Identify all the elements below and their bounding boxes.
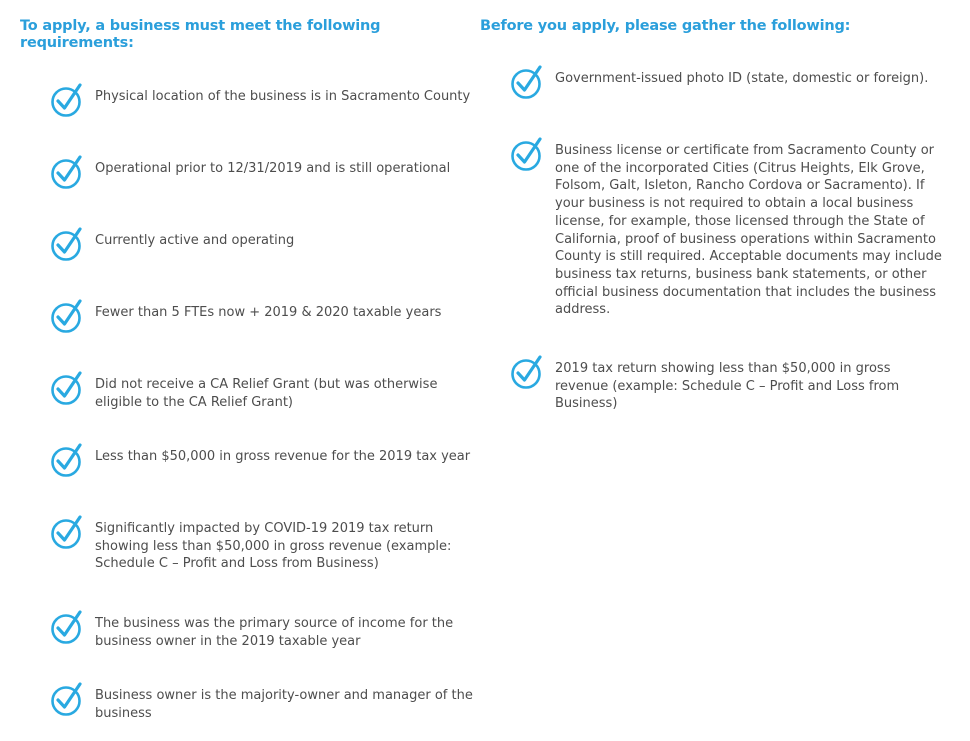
list-item-text: Less than $50,000 in gross revenue for the 2019 tax year [95, 449, 471, 464]
list-item-text: Business owner is the majority-owner and manager of the business [95, 688, 473, 721]
checkmark-circle-icon [50, 370, 86, 406]
list-item-text: Business license or certificate from Sacramento County or one of the incorporated Cities (Citrus Heights, Elk Grove, Folsom, Galt, Isleton, Rancho Cordova or Sacramento). If your business is not required to obtain a local business license, for example, those licensed through the State of California, proof of business operations within Sacramento County is still required. Acceptable documents may include business tax returns, business bank statements, or other official business documentation that includes the business address. [555, 143, 942, 318]
list-item-text: Significantly impacted by COVID-19 2019 tax return showing less than $50,000 in gross revenue (example: Schedule C – Profit and Loss from Business) [95, 521, 452, 572]
checkmark-circle-icon [50, 82, 86, 118]
list-item-text: Government-issued photo ID (state, domestic or foreign). [555, 71, 929, 86]
list-item-text: Fewer than 5 FTEs now + 2019 & 2020 taxable years [95, 305, 442, 320]
list-item-text: 2019 tax return showing less than $50,000 in gross revenue (example: Schedule C – Profit and Loss from Business) [555, 361, 900, 412]
gather-heading: Before you apply, please gather the following: [480, 18, 851, 34]
checkmark-circle-icon [50, 298, 86, 334]
checkmark-circle-icon [50, 514, 86, 550]
checkmark-circle-icon [50, 681, 86, 717]
list-item-text: Did not receive a CA Relief Grant (but was otherwise eligible to the CA Relief Grant) [95, 377, 438, 410]
list-item-text: The business was the primary source of income for the business owner in the 2019 taxable year [95, 616, 454, 649]
list-item-text: Currently active and operating [95, 233, 295, 248]
checkmark-circle-icon [510, 354, 546, 390]
checkmark-circle-icon [510, 136, 546, 172]
checkmark-circle-icon [50, 609, 86, 645]
checkmark-circle-icon [510, 64, 546, 100]
checkmark-circle-icon [50, 226, 86, 262]
checkmark-circle-icon [50, 442, 86, 478]
list-item-text: Physical location of the business is in Sacramento County [95, 89, 471, 104]
requirements-heading: To apply, a business must meet the following requirements: [20, 18, 381, 51]
list-item-text: Operational prior to 12/31/2019 and is still operational [95, 161, 451, 176]
checkmark-circle-icon [50, 154, 86, 190]
